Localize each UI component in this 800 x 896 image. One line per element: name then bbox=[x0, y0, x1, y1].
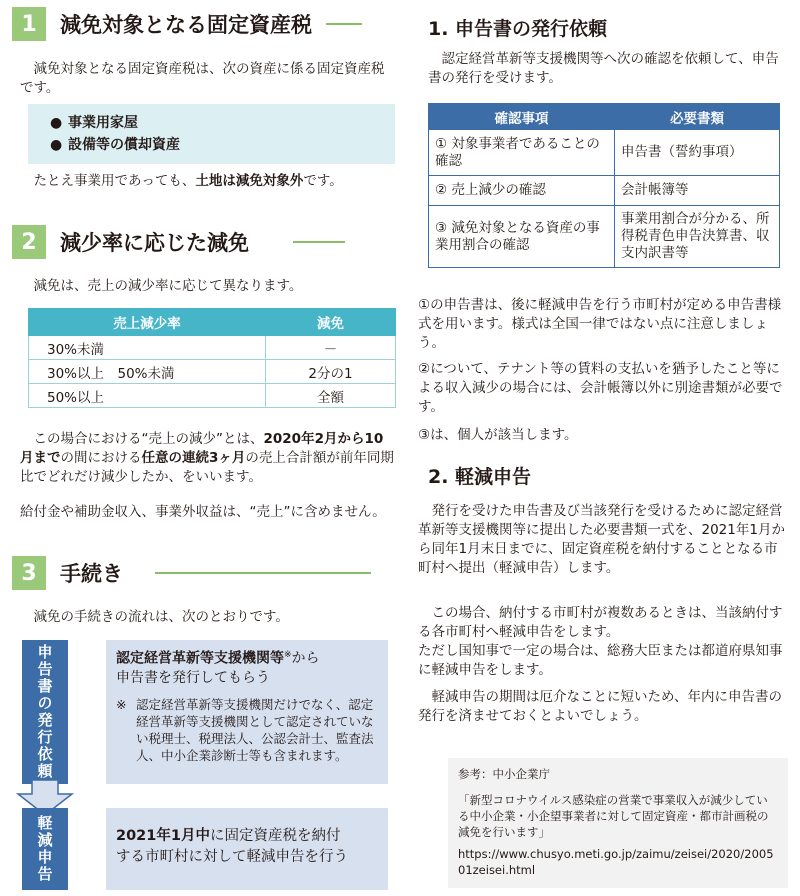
filing-paragraph-3: ただし国知事で一定の場合は、総務大臣または都道府県知事に軽減申告をします。 bbox=[418, 643, 783, 678]
header-rule bbox=[293, 241, 345, 243]
section3-header bbox=[12, 555, 371, 591]
section-title: 減免対象となる固定資産税 bbox=[60, 13, 312, 37]
section3-intro: 減免の手続きの流れは、次のとおりです。 bbox=[33, 609, 289, 625]
issue-request-heading: 1. 申告書の発行依頼 bbox=[428, 18, 608, 40]
header-rule bbox=[155, 572, 371, 574]
section-title: 減少率に応じた減免 bbox=[60, 231, 249, 255]
section-number: 1 bbox=[12, 7, 46, 41]
header-rule bbox=[326, 23, 362, 25]
confirmation-table bbox=[428, 103, 780, 268]
step1-main: 認定経営革新等支援機関等※から 申告書を発行してもらう bbox=[116, 650, 320, 686]
column-header: 確認事項 bbox=[429, 104, 615, 130]
issue-request-intro: 認定経営革新等支援機関等へ次の確認を依頼して、申告書の発行を受けます。 bbox=[428, 51, 779, 86]
land-note: たとえ事業用であっても、土地は減免対象外です。 bbox=[33, 173, 343, 189]
table-row bbox=[429, 206, 780, 268]
column-header: 減免 bbox=[266, 309, 396, 336]
section-number: 3 bbox=[12, 556, 46, 590]
step2-label: 軽減申告 bbox=[22, 808, 68, 890]
table-cell: 全額 bbox=[266, 384, 396, 408]
reference-title: 「新型コロナウイルス感染症の営業で事業収入が減少している中小企業・小企望事業者に対して固定資産・都市計画税の減免を行います」 bbox=[458, 793, 769, 839]
note-2: ②について、テナント等の賃料の支払いを猶予したこと等による収入減少の場合には、会計帳簿以外に別途書類が必要です。 bbox=[418, 361, 783, 415]
table-row bbox=[29, 336, 396, 360]
table-header-row bbox=[29, 309, 396, 336]
section1-header bbox=[12, 6, 362, 42]
table-row bbox=[29, 384, 396, 408]
reference-box bbox=[448, 758, 788, 888]
list-item: ● 設備等の償却資産 bbox=[50, 134, 395, 156]
table-cell: 30%以上 50%未満 bbox=[29, 360, 266, 384]
asset-list bbox=[28, 104, 395, 164]
bullet-icon: ● bbox=[50, 137, 63, 153]
filing-paragraph-4: 軽減申告の期間は厄介なことに短いため、年内に申告書の発行を済ませておくとよいでしょう。 bbox=[418, 689, 782, 724]
table-cell: 申告書（誓約事項） bbox=[615, 130, 780, 176]
reference-url[interactable]: https://www.chusyo.meti.go.jp/zaimu/zeisei/2020/200501zeisei.html bbox=[458, 847, 774, 877]
table-cell: 50%以上 bbox=[29, 384, 266, 408]
note-1: ①の申告書は、後に軽減申告を行う市町村が定める申告書様式を用います。様式は全国一律ではない点に注意しましょう。 bbox=[418, 297, 782, 351]
filing-paragraph-1: 発行を受けた申告書及び当該発行を受けるために認定経営革新等支援機関等に提出した必要書類一式を、2021年1月から同年1月末日までに、固定資産税を納付することとなる市町村へ提出（軽減申告）します。 bbox=[418, 503, 785, 576]
sales-decrease-definition: この場合における“売上の減少”とは、2020年2月から10月までの間における任意の連続3ヶ月の売上合計額が前年同期比でどれだけ減少したか、をいいます。 bbox=[20, 431, 394, 485]
section-title: 手続き bbox=[60, 562, 123, 586]
list-item: ● 事業用家屋 bbox=[50, 112, 395, 134]
column-header: 必要書類 bbox=[615, 104, 780, 130]
step1-box bbox=[106, 640, 388, 784]
reduction-rate-table bbox=[28, 308, 396, 408]
step1-label: 申告書の発行依頼 bbox=[22, 640, 68, 784]
section1-intro: 減免対象となる固定資産税は、次の資産に係る固定資産税です。 bbox=[20, 61, 385, 96]
reference-label: 参考：中小企業庁 bbox=[458, 767, 550, 781]
section-number: 2 bbox=[12, 225, 46, 259]
column-header: 売上減少率 bbox=[29, 309, 266, 336]
step1-note: ※ 認定経営革新等支援機関だけでなく、認定経営革新等支援機関として認定されていない税理士、税理法人、公認会計士、監査法人、中小企業診断士等も含まれます。 bbox=[116, 696, 374, 763]
table-cell: 30%未満 bbox=[29, 336, 266, 360]
table-cell: － bbox=[266, 336, 396, 360]
table-cell: ② 売上減少の確認 bbox=[429, 176, 615, 206]
table-cell: ③ 減免対象となる資産の事業用割合の確認 bbox=[429, 206, 615, 268]
table-row bbox=[429, 176, 780, 206]
table-cell: 会計帳簿等 bbox=[615, 176, 780, 206]
bullet-icon: ● bbox=[50, 115, 63, 131]
note-3: ③は、個人が該当します。 bbox=[418, 427, 578, 443]
sales-exclusion-note: 給付金や補助金収入、事業外収益は、“売上”に含めません。 bbox=[20, 504, 386, 520]
table-header-row bbox=[429, 104, 780, 130]
table-cell: 2分の1 bbox=[266, 360, 396, 384]
section2-intro: 減免は、売上の減少率に応じて異なります。 bbox=[33, 278, 303, 294]
table-cell: 事業用割合が分かる、所得税青色申告決算書、収支内訳書等 bbox=[615, 206, 780, 268]
table-cell: ① 対象事業者であることの確認 bbox=[429, 130, 615, 176]
step2-box: 2021年1月中に固定資産税を納付 する市町村に対して軽減申告を行う bbox=[106, 808, 388, 890]
section2-header bbox=[12, 224, 345, 260]
table-row bbox=[429, 130, 780, 176]
filing-paragraph-2: この場合、納付する市町村が複数あるときは、当該納付する各市町村へ軽減申告をします。 bbox=[418, 605, 783, 640]
reduction-filing-heading: 2. 軽減申告 bbox=[428, 466, 532, 488]
table-row bbox=[29, 360, 396, 384]
